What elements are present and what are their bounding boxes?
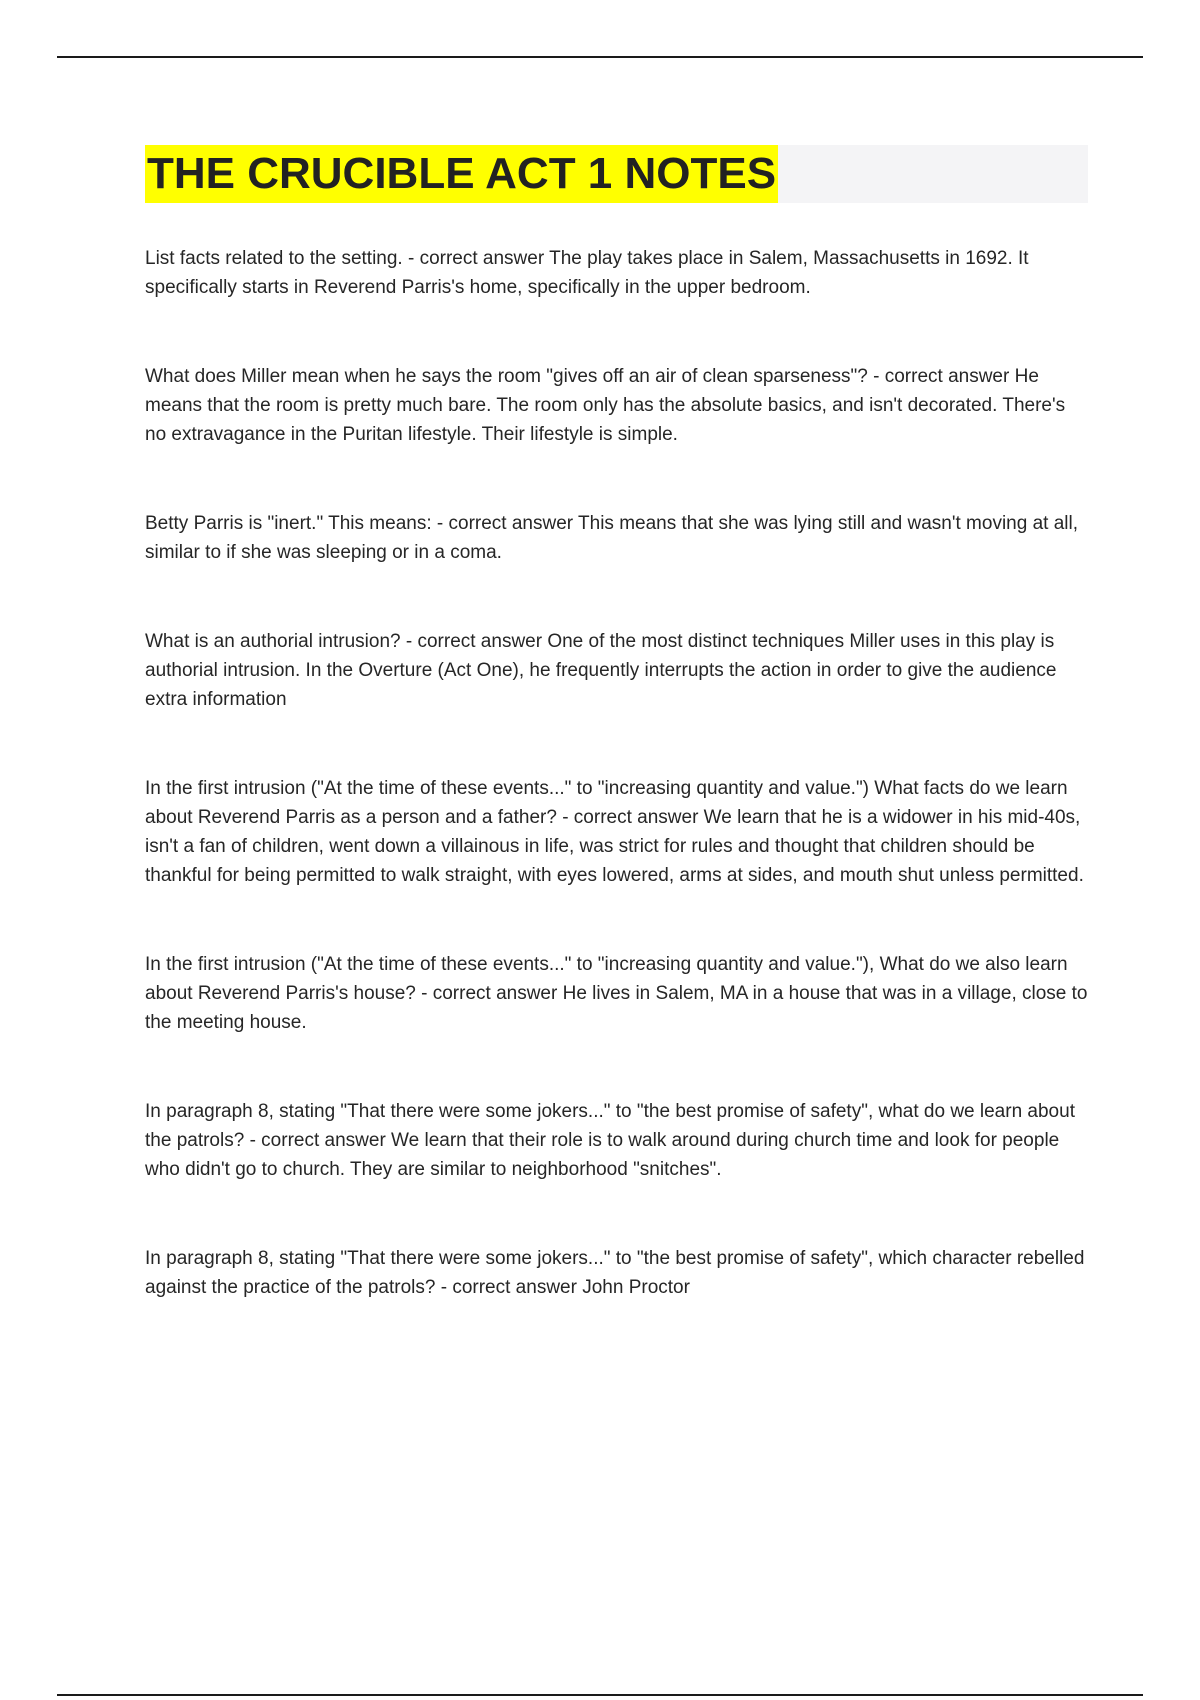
qa-item-sparseness: What does Miller mean when he says the room "gives off an air of clean sparseness"? - correct answer He means that the room is pretty much bare. The room only has the absolute basics, and isn't decorated. There's no extravagance in the Puritan lifestyle. Their lifestyle is simple.: [145, 366, 1066, 445]
qa-item-authorial-intrusion: What is an authorial intrusion? - correct answer One of the most distinct techniques Miller uses in this play is authorial intrusion. In the Overture (Act One), he frequently interrupts the action in order to give the audience extra information: [145, 631, 1057, 710]
qa-item-rebel: In paragraph 8, stating "That there were some jokers..." to "the best promise of safety", which character rebelled against the practice of the patrols? - correct answer John Proctor: [145, 1248, 1085, 1298]
document-title: THE CRUCIBLE ACT 1 NOTES: [145, 145, 778, 203]
top-rule: [57, 56, 1143, 58]
qa-item-parris-person: In the first intrusion ("At the time of these events..." to "increasing quantity and value.") What facts do we learn about Reverend Parris as a person and a father? - correct answer We learn that he is a widower in his mid-40s, isn't a fan of children, went down a villainous in life, was strict for rules and thought that children should be thankful for being permitted to walk straight, with eyes lowered, arms at sides, and mouth shut unless permitted.: [145, 778, 1084, 886]
qa-item-setting: List facts related to the setting. - correct answer The play takes place in Salem, Massachusetts in 1692. It specifically starts in Reverend Parris's home, specifically in the upper bedroom.: [145, 248, 1029, 298]
qa-list: [145, 244, 1090, 1362]
qa-item-inert: Betty Parris is "inert." This means: - correct answer This means that she was lying still and wasn't moving at all, similar to if she was sleeping or in a coma.: [145, 513, 1078, 563]
qa-item-patrols: In paragraph 8, stating "That there were some jokers..." to "the best promise of safety", what do we learn about the patrols? - correct answer We learn that their role is to walk around during church time and look for people who didn't go to church. They are similar to neighborhood "snitches".: [145, 1101, 1075, 1180]
qa-item-parris-house: In the first intrusion ("At the time of these events..." to "increasing quantity and value."), What do we also learn about Reverend Parris's house? - correct answer He lives in Salem, MA in a house that was in a village, close to the meeting house.: [145, 954, 1088, 1033]
bottom-rule: [57, 1694, 1143, 1696]
